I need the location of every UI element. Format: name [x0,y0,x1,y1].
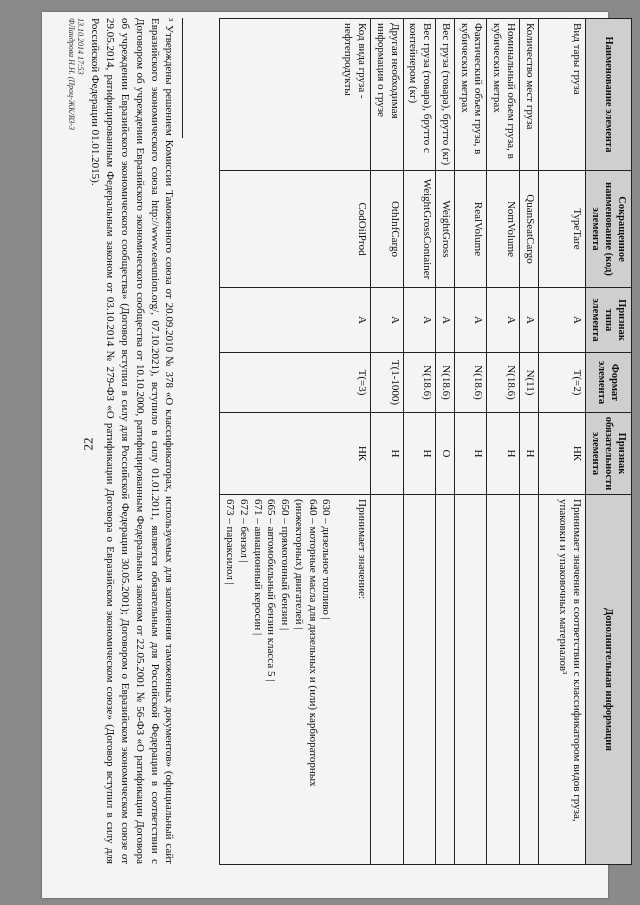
oil-code-item: 640 – моторные масла для дизельных и (или) карбюраторных (инжекторных) двигателей | [292,499,319,787]
element-code: WeightGross [436,171,455,288]
oil-code-item: 671 – авиационный керосин | [251,499,264,636]
element-type: А [519,288,538,353]
element-required: НК [538,413,585,495]
table-row [487,19,520,865]
element-name: Вес груза (товара), брутто (кг) [436,19,455,171]
element-info [371,495,404,865]
document-page [42,12,627,898]
element-required: Н [487,413,520,495]
element-info: Принимает значение в соответствии с классификатором видов груза, упаковки и упаковочных материалов³ [538,495,585,865]
element-format: T(=2) [538,353,585,413]
element-name: Другая необходимая информация о грузе [371,19,404,171]
element-info [487,495,520,865]
element-required: Н [371,413,404,495]
element-code: WeightGrossContainer [403,171,436,288]
element-info [519,495,538,865]
footnote-separator [182,18,183,138]
element-required: Н [519,413,538,495]
element-type: А [487,288,520,353]
element-format: T(=3) [220,353,371,413]
element-required: Н [403,413,436,495]
oil-code-item: 673 – параксилол | [224,499,237,585]
element-format: T(1-1000) [371,353,404,413]
element-name: Код вида груза - нефтепродукты [220,19,371,171]
element-type: А [371,288,404,353]
footnote-text: ³ Утверждены решением Комиссии Таможенного союза от 20.09.2010 № 378 «О классификаторах, используемых для заполнения таможенных документов» (официальный сайт Евразийского экономического союза http://www.eaeunion.org/, 07.10.2021), вступило в силу 01.01.2011, является обязательным для Российской Федерации в соответствии с Договором об учреждении Евразийского экономического сообщества от 10.10.2000, ратифицированным Федеральным законом от 22.05.2001 № 56-ФЗ «О ратификации Договора об учреждении Евразийского экономического сообщества» (Договор вступил в силу для Российской Федерации 30.05.2001); Договором о Евразийском экономическом союзе от 29.05.2014, ратифицированным Федеральным законом от 03.10.2014 № 279-ФЗ «О ратификации Договора о Евразийском экономическом союзе» (Договор вступил в силу для Российской Федерации 01.01.2015). [89,18,176,864]
table-row [454,19,487,865]
element-type: А [454,288,487,353]
stamp-line: ФЛандрова Н.Н. (Проц-ЖК/ВЗ-3 [66,18,76,130]
header-cell: Формат элемента [585,353,631,413]
element-info [403,495,436,865]
element-required: НК [220,413,371,495]
oil-code-item: 665 – автомобильный бензин класса 5 | [265,499,278,682]
table-row [538,19,585,865]
document-stamp [66,18,85,864]
oil-code-item: 630 – дизельное топливо | [320,499,333,620]
table-row [436,19,455,865]
element-format: N(18.6) [436,353,455,413]
element-code: NomVolume [487,171,520,288]
element-name: Вид тары груза [538,19,585,171]
element-code: CodOilProd [220,171,371,288]
element-type: А [220,288,371,353]
rotated-content [66,18,632,888]
element-info [454,495,487,865]
table-row [403,19,436,865]
stamp-line: 13.10.2014 17:53 [76,18,86,75]
element-type: А [436,288,455,353]
elements-table [219,18,632,865]
header-cell: Признак типа элемента [585,288,631,353]
element-code: QuanSeatCargo [519,171,538,288]
header-cell: Сокращенное наименование (код) элемента [585,171,631,288]
element-code: OthInfCargo [371,171,404,288]
element-info [436,495,455,865]
element-format: N(18.6) [454,353,487,413]
oil-code-item: 672 – бензол | [237,499,250,563]
element-code: RealVolume [454,171,487,288]
element-format: N(18.6) [487,353,520,413]
table-row [519,19,538,865]
header-cell: Дополнительная информация [585,495,631,865]
element-name: Номинальный объем груза, в кубических метрах [487,19,520,171]
element-type: А [403,288,436,353]
info-intro: Принимает значение: [356,499,369,600]
header-cell: Наименование элемента [585,19,631,171]
table-row-oil-products [220,19,371,865]
element-name: Количество мест груза [519,19,538,171]
element-code: TypeTare [538,171,585,288]
table-row [371,19,404,865]
page-number: 22 [80,437,96,451]
element-format: N(18.6) [403,353,436,413]
header-cell: Признак обязательности элемента [585,413,631,495]
element-info [220,495,371,865]
element-name: Вес груза (товара), брутто с контейнером (кг) [403,19,436,171]
footnote [66,18,183,864]
table-header-row [585,19,631,865]
oil-code-item: 650 – прямогонный бензин | [279,499,292,631]
element-required: О [436,413,455,495]
element-name: Фактический объем груза, в кубических метрах [454,19,487,171]
element-type: А [538,288,585,353]
element-format: N(11) [519,353,538,413]
element-required: Н [454,413,487,495]
